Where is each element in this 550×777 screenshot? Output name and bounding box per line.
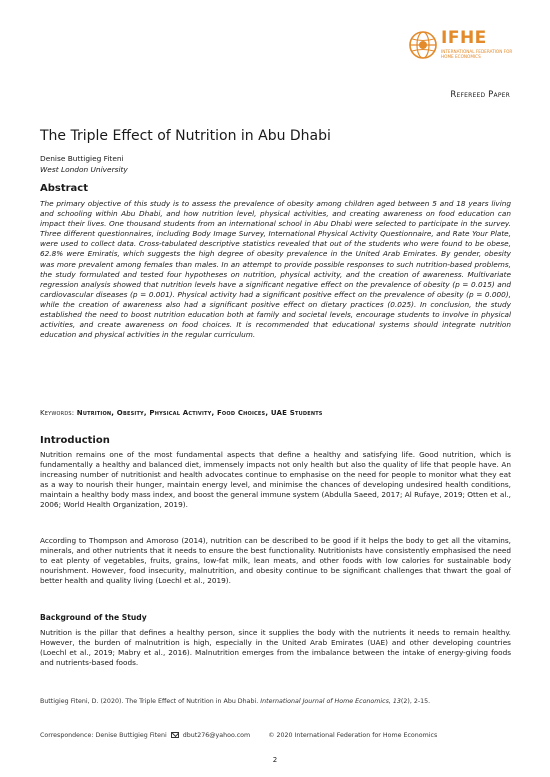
- background-paragraph: Nutrition is the pillar that defines a healthy person, since it supplies the body with the nutrients it needs to remain healthy. However, the burden of malnutrition is high, especially in the United Arab Emirates (UAE) and other developing countries (Loechl et al., 2019; Mabry et al., 2016). Malnutrition emerges from the imbalance between the intake of energy-giving foods and nutrients-based foods.: [40, 628, 511, 668]
- section-label: Refereed Paper: [450, 90, 510, 100]
- globe-icon: [408, 30, 438, 60]
- correspondence-label: Correspondence: Denise Buttigieg Fiteni: [40, 732, 167, 739]
- introduction-heading: Introduction: [40, 435, 110, 446]
- correspondence-line: [40, 731, 511, 739]
- background-subheading: Background of the Study: [40, 613, 147, 622]
- keywords-label: Keywords:: [40, 409, 77, 417]
- logo-name: IFHE: [441, 28, 487, 48]
- citation: [40, 697, 521, 706]
- ifhe-logo: [408, 28, 518, 68]
- abstract-heading: Abstract: [40, 183, 89, 194]
- article-title: The Triple Effect of Nutrition in Abu Dhabi: [40, 128, 331, 144]
- introduction-paragraph-2: According to Thompson and Amoroso (2014), nutrition can be described to be good if it helps the body to get all the vitamins, minerals, and other nutrients that it needs to ensure the best functionality. Nutritionists have consistently emphasised the need to eat plenty of vegetables, fruits, grains, low-fat milk, lean meats, and other foods with low calories for sustainable body nourishment. However, food insecurity, malnutrition, and obesity continue to be significant challenges that thwart the goal of better health and quality living (Loechl et al., 2019).: [40, 536, 511, 586]
- logo-subtitle: INTERNATIONAL FEDERATION FOR HOME ECONOMICS: [441, 49, 513, 59]
- copyright: © 2020 International Federation for Home Economics: [268, 732, 438, 739]
- abstract-text: The primary objective of this study is to assess the prevalence of obesity among children aged between 5 and 18 years living and schooling within Abu Dhabi, and how nutrition level, physical activities, and creating awareness on food education can impact their lives. One thousand students from an international school in Abu Dhabi were selected to participate in the survey. Three different questionnaires, including Body Image Survey, International Physical Activity Questionnaire, and Rate Your Plate, were used to collect data. Cross-tabulated descriptive statistics revealed that out of the students who were found to be obese, 62.8% were Emiratis, which suggests the high degree of obesity prevalence in the United Arab Emirates. By gender, obesity was more prevalent among females than males. In an attempt to provide possible responses to such nutrition-based problems, the study formulated and tested four hypotheses on nutrition, physical activity, and the creation of awareness. Multivariate regression analysis showed that nutrition levels have a significant negative effect on the prevalence of obesity (p = 0.015) and cardiovascular diseases (p = 0.001). Physical activity had a significant positive effect on the prevalence of obesity (p = 0.000), while the creation of awareness also had a significant positive effect on dietary practices (0.025). In conclusion, the study established the need to boost nutrition education both at family and societal levels, encourage students to involve in physical activities, and create awareness on food choices. It is recommended that educational systems should integrate nutrition education and physical activities in the regular curriculum.: [40, 199, 511, 340]
- author-affiliation: West London University: [40, 165, 128, 174]
- page-number: 2: [272, 756, 278, 764]
- citation-issue: (2), 2-15.: [400, 698, 431, 705]
- mail-icon: [171, 732, 179, 738]
- keywords-values: Nutrition, Obesity, Physical Activity, Food Choices, UAE Students: [76, 409, 323, 417]
- author-name: Denise Buttigieg Fiteni: [40, 154, 124, 163]
- introduction-paragraph-1: Nutrition remains one of the most fundamental aspects that define a healthy and satisfying life. Good nutrition, which is fundamentally a healthy and balanced diet, immensely impacts not only health but also the quality of life that people have. An increasing number of nutritionist and health advocates continue to emphasise on the need for people to monitor what they eat as a way to nourish their hunger, maintain energy level, and minimise the chances of developing undesired health conditions, maintain a healthy body mass index, and boost the general immune system (Abdulla Saeed, 2017; Al Rufaye, 2019; Otten et al., 2006; World Health Organization, 2019).: [40, 450, 511, 510]
- email-link[interactable]: dbut276@yahoo.com: [182, 732, 251, 739]
- keywords-line: [40, 409, 511, 417]
- journal-name: International Journal of Home Economics, 13: [260, 698, 401, 705]
- citation-text: Buttigieg Fiteni, D. (2020). The Triple Effect of Nutrition in Abu Dhabi.: [40, 698, 261, 705]
